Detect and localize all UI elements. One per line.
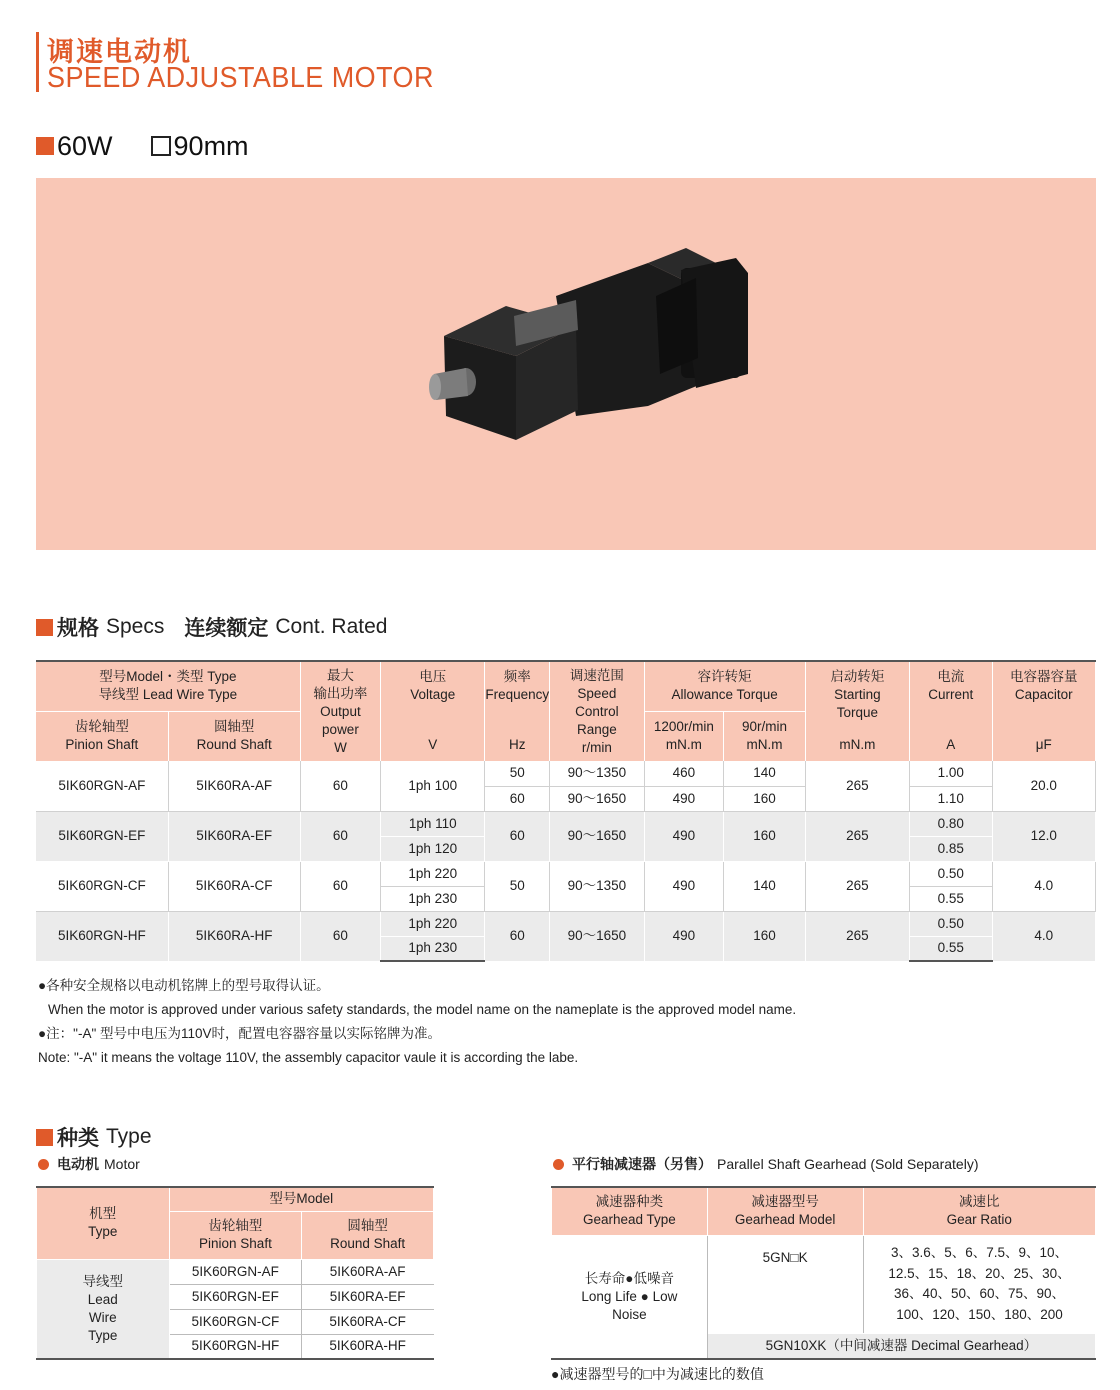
table-cell-torque-90: 140 — [724, 761, 806, 786]
note-1-en: When the motor is approved under various safety standards, the model name on the nameplate is the approved model name. — [48, 1002, 797, 1017]
table-cell-round: 5IK60RA-CF — [168, 861, 300, 911]
notes-block — [38, 974, 796, 1070]
table-cell-starting-torque: 265 — [805, 911, 909, 961]
speed-range-header: 调速范围 Speed Control Range r/min — [550, 661, 644, 761]
specs-heading-cn: 规格 — [57, 617, 99, 640]
table-cell-torque-1200: 490 — [644, 861, 724, 911]
motor-image — [36, 178, 1096, 550]
table-cell-round: 5IK60RA-HF — [168, 911, 300, 961]
table-cell-pinion: 5IK60RGN-AF — [169, 1259, 302, 1284]
gearhead-subheading-en: Parallel Shaft Gearhead (Sold Separately) — [717, 1156, 979, 1172]
table-cell-pinion: 5IK60RGN-CF — [36, 861, 168, 911]
pinion-shaft-header: 齿轮轴型 Pinion Shaft — [169, 1211, 302, 1259]
table-cell-voltage: 1ph 120 — [381, 836, 485, 861]
gear-ratio-cell: 3、3.6、5、6、7.5、9、10、 12.5、15、18、20、25、30、 36、40、50、60、75、90、 100、120、150、180、200 — [863, 1235, 1096, 1333]
type-heading — [36, 1122, 152, 1152]
table-cell-range: 90～1650 — [550, 786, 644, 811]
table-cell-voltage: 1ph 220 — [381, 861, 485, 886]
filled-square-icon — [36, 137, 54, 155]
table-cell-capacitor: 12.0 — [992, 811, 1095, 861]
gearhead-model-header: 减速器型号 Gearhead Model — [707, 1187, 863, 1235]
gearhead-type-header: 减速器种类 Gearhead Type — [552, 1187, 708, 1235]
rated-heading-en: Cont. Rated — [275, 615, 388, 638]
table-cell-power: 60 — [300, 761, 380, 811]
motor-subheading-cn: 电动机 — [57, 1156, 99, 1172]
gearhead-type-cell: 长寿命●低噪音 Long Life ● Low Noise — [552, 1235, 708, 1359]
table-cell-current: 0.55 — [910, 886, 993, 911]
table-cell-round: 5IK60RA-AF — [302, 1259, 434, 1284]
table-cell-round: 5IK60RA-EF — [302, 1284, 434, 1309]
power-frame-line — [36, 128, 249, 164]
table-cell-torque-1200: 490 — [644, 811, 724, 861]
capacitor-header: 电容器容量 Capacitor μF — [992, 661, 1095, 761]
table-cell-pinion: 5IK60RGN-EF — [36, 811, 168, 861]
page-title-en: SPEED ADJUSTABLE MOTOR — [47, 62, 434, 94]
table-cell-torque-1200: 490 — [644, 786, 724, 811]
starting-torque-header: 启动转矩 Starting Torque mN.m — [805, 661, 909, 761]
motor-subheading-en: Motor — [104, 1156, 140, 1172]
gearhead-subheading-cn: 平行轴减速器（另售） — [572, 1156, 712, 1172]
table-cell-capacitor: 4.0 — [992, 911, 1095, 961]
type-heading-en: Type — [106, 1125, 152, 1148]
table-cell-voltage: 1ph 110 — [381, 811, 485, 836]
type-heading-cn: 种类 — [57, 1127, 99, 1150]
table-cell-voltage: 1ph 230 — [381, 886, 485, 911]
filled-square-icon — [36, 1129, 53, 1146]
motor-subheading — [38, 1154, 140, 1174]
note-1-cn: ●各种安全规格以电动机铭牌上的型号取得认证。 — [38, 978, 330, 993]
hollow-square-icon — [151, 136, 171, 156]
output-power-header: 最大 输出功率 Output power W — [300, 661, 380, 761]
gearhead-note: ●减速器型号的□中为减速比的数值 — [551, 1366, 764, 1382]
table-cell-current: 1.10 — [910, 786, 993, 811]
table-cell-starting-torque: 265 — [805, 761, 909, 811]
table-cell-frequency: 50 — [485, 861, 550, 911]
table-cell-range: 90～1650 — [550, 911, 644, 961]
table-cell-pinion: 5IK60RGN-EF — [169, 1284, 302, 1309]
page-title-cn: 调速电动机 — [47, 37, 192, 67]
lead-wire-type-cell: 导线型 Lead Wire Type — [37, 1259, 170, 1359]
table-cell-power: 60 — [300, 861, 380, 911]
gear-ratio-header: 减速比 Gear Ratio — [863, 1187, 1096, 1235]
spec-table — [36, 660, 1096, 962]
power-rating: 60W — [57, 130, 113, 161]
table-cell-range: 90～1650 — [550, 811, 644, 861]
table-cell-frequency: 60 — [485, 811, 550, 861]
current-header: 电流 Current A — [910, 661, 993, 761]
table-cell-voltage: 1ph 220 — [381, 911, 485, 936]
table-cell-capacitor: 4.0 — [992, 861, 1095, 911]
torque-90-header: 90r/min mN.m — [724, 711, 806, 761]
table-cell-frequency: 50 — [485, 761, 550, 786]
specs-heading — [36, 612, 387, 642]
table-cell-voltage: 1ph 230 — [381, 936, 485, 961]
table-cell-round: 5IK60RA-AF — [168, 761, 300, 811]
round-shaft-header: 圆轴型 Round Shaft — [302, 1211, 434, 1259]
note-2-en: Note: "-A" it means the voltage 110V, the assembly capacitor vaule it is according the labe. — [38, 1050, 579, 1065]
table-cell-frequency: 60 — [485, 786, 550, 811]
table-cell-starting-torque: 265 — [805, 811, 909, 861]
table-cell-range: 90～1350 — [550, 761, 644, 786]
table-cell-current: 1.00 — [910, 761, 993, 786]
gearhead-subheading — [553, 1154, 978, 1174]
table-cell-round: 5IK60RA-EF — [168, 811, 300, 861]
frequency-header: 频率 Frequency Hz — [485, 661, 550, 761]
product-photo-panel — [36, 178, 1096, 550]
table-cell-current: 0.50 — [910, 911, 993, 936]
table-cell-pinion: 5IK60RGN-CF — [169, 1309, 302, 1334]
table-cell-round: 5IK60RA-CF — [302, 1309, 434, 1334]
gearhead-model-cell: 5GN□K — [707, 1235, 863, 1333]
table-cell-pinion: 5IK60RGN-HF — [169, 1334, 302, 1359]
table-cell-current: 0.85 — [910, 836, 993, 861]
torque-1200-header: 1200r/min mN.m — [644, 711, 724, 761]
table-cell-torque-1200: 490 — [644, 911, 724, 961]
table-cell-starting-torque: 265 — [805, 861, 909, 911]
allowance-torque-header: 容许转矩 Allowance Torque — [644, 661, 805, 711]
table-cell-frequency: 60 — [485, 911, 550, 961]
rated-heading-cn: 连续额定 — [184, 617, 269, 640]
table-cell-current: 0.50 — [910, 861, 993, 886]
table-cell-torque-90: 160 — [724, 911, 806, 961]
table-cell-torque-90: 140 — [724, 861, 806, 911]
title-accent-bar — [36, 32, 39, 92]
filled-square-icon — [36, 619, 53, 636]
table-cell-pinion: 5IK60RGN-HF — [36, 911, 168, 961]
table-cell-voltage: 1ph 100 — [381, 761, 485, 811]
table-cell-current: 0.80 — [910, 811, 993, 836]
frame-size: 90mm — [173, 130, 249, 161]
table-cell-round: 5IK60RA-HF — [302, 1334, 434, 1359]
table-cell-torque-90: 160 — [724, 811, 806, 861]
table-cell-power: 60 — [300, 911, 380, 961]
table-cell-capacitor: 20.0 — [992, 761, 1095, 811]
decimal-gearhead-cell: 5GN10XK（中间减速器 Decimal Gearhead） — [707, 1333, 1095, 1359]
table-cell-power: 60 — [300, 811, 380, 861]
round-shaft-header: 圆轴型 Round Shaft — [168, 711, 300, 761]
table-cell-torque-1200: 460 — [644, 761, 724, 786]
table-cell-pinion: 5IK60RGN-AF — [36, 761, 168, 811]
bullet-dot-icon — [553, 1159, 564, 1170]
table-cell-torque-90: 160 — [724, 786, 806, 811]
pinion-shaft-header: 齿轮轴型 Pinion Shaft — [36, 711, 168, 761]
note-2-cn: ●注："-A" 型号中电压为110V时，配置电容器容量以实际铭牌为准。 — [38, 1026, 442, 1041]
table-cell-range: 90～1350 — [550, 861, 644, 911]
table-cell-current: 0.55 — [910, 936, 993, 961]
bullet-dot-icon — [38, 1159, 49, 1170]
model-header: 型号Model — [169, 1187, 433, 1211]
voltage-header: 电压 Voltage V — [381, 661, 485, 761]
type-header: 机型 Type — [37, 1187, 170, 1259]
specs-heading-en: Specs — [106, 615, 165, 638]
model-type-header: 型号Model・类型 Type 导线型 Lead Wire Type — [36, 661, 300, 711]
gearhead-table — [551, 1186, 1096, 1360]
motor-type-table — [36, 1186, 434, 1360]
